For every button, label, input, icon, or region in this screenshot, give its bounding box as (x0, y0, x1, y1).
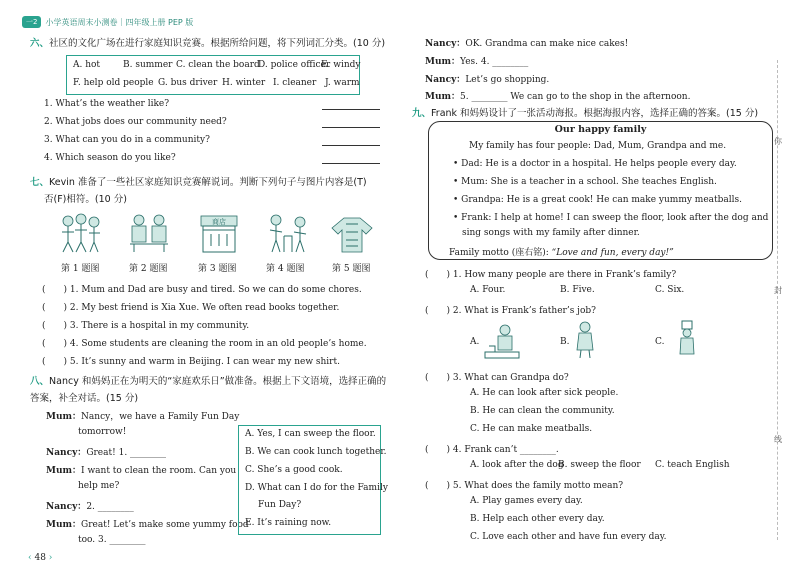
picture-caption-2: 第 2 题图 (129, 264, 168, 274)
picture-caption-4: 第 4 题图 (266, 264, 305, 274)
question-6-2: 2. What jobs does our community need? (44, 117, 227, 127)
word-option: B. summer (123, 60, 173, 70)
mc-option: B. Five. (560, 285, 595, 295)
answer-paren[interactable]: ( ) (425, 373, 451, 383)
word-option: G. bus driver (158, 78, 218, 88)
dialog-line: 2. ________ (86, 502, 134, 512)
speaker: Mum： (46, 520, 82, 530)
binding-line (777, 60, 779, 540)
picture-1-chores (56, 212, 106, 254)
word-option: E. windy (321, 60, 361, 70)
word-option: F. help old people (73, 78, 154, 88)
mc-option: B. (560, 337, 570, 347)
family-poster: Our happy family My family has four people: Dad, Mum, Grandpa and me. • Dad: He is a doctor in a hospital. He helps people every day. • Mum: She is a teacher in a school. She teaches English. • Grandpa: He is a great cook! He can make yummy meatballs. • Frank: I help at home! I can sweep the floor, look after the dog and sing songs with my family after dinner. Family motto (座右铭): “Love and fun, every day!” (428, 121, 773, 260)
answer-paren[interactable]: ( ) (425, 270, 451, 280)
section-9-title: 九、Frank 和妈妈设计了一张活动海报。根据海报内容，选择正确的答案。(15 分) (412, 108, 759, 119)
dialog-line: Great! 1. ________ (86, 448, 167, 458)
mc-option: C. He can make meatballs. (470, 424, 593, 434)
answer-paren[interactable]: ( ) (42, 357, 68, 367)
dialog-option: E. It’s raining now. (245, 518, 332, 528)
dialog-line: too. 3. ________ (78, 535, 146, 545)
picture-5-sweater (330, 214, 374, 254)
tf-item-5: 5. It’s sunny and warm in Beijing. I can wear my new shirt. (69, 357, 340, 367)
mc-option: A. look after the dog (470, 460, 564, 470)
dialog-line: Yes. 4. ________ (460, 57, 529, 67)
answer-paren[interactable]: ( ) (42, 285, 68, 295)
poster-intro: My family has four people: Dad, Mum, Grandpa and me. (469, 141, 727, 151)
picture-caption-5: 第 5 题图 (332, 264, 371, 274)
answer-paren[interactable]: ( ) (425, 306, 451, 316)
answer-blank[interactable] (322, 163, 380, 164)
section-7-title-cont: 否(F)相符。(10 分) (44, 194, 127, 205)
picture-2-reading (126, 212, 172, 254)
section-8-title: 八、Nancy 和妈妈正在为明天的“家庭欢乐日”做准备。根据上下文语境，选择正确的 (30, 376, 387, 387)
poster-title: Our happy family (554, 124, 647, 135)
picture-3-shop (197, 212, 241, 254)
poster-bullet: Grandpa: He is a great cook! He can make yummy meatballs. (461, 195, 743, 205)
mc-option: C. (655, 337, 665, 347)
word-option: A. hot (73, 60, 101, 70)
shop-sign: 商店 (212, 218, 226, 226)
picture-4-old-people-home (264, 212, 314, 254)
dialog-option: Fun Day? (258, 500, 302, 510)
answer-paren[interactable]: ( ) (42, 303, 68, 313)
option-b-teacher-image (570, 320, 600, 360)
mc-option: A. Play games every day. (470, 496, 583, 506)
mc-option: C. Love each other and have fun every day. (470, 532, 667, 542)
question-6-4: 4. Which season do you like? (44, 153, 176, 163)
section-7-title: 七、Kevin 准备了一些社区家庭知识竞赛解说词。判断下列句子与图片内容是(T) (30, 177, 367, 188)
mc-question-3: 3. What can Grandpa do? (452, 373, 569, 383)
mc-question-5: 5. What does the family motto mean? (452, 481, 624, 491)
tf-item-2: 2. My best friend is Xia Xue. We often read books together. (69, 303, 340, 313)
speaker: Mum： (425, 57, 461, 67)
header-tag: 一2 (22, 16, 41, 28)
dialog-option: A. Yes, I can sweep the floor. (245, 429, 376, 439)
mc-question-4: 4. Frank can’t ________. (452, 445, 559, 455)
speaker: Mum： (46, 412, 82, 422)
word-bank-box (66, 55, 360, 95)
gutter-char: 你 (774, 137, 782, 146)
mc-question-2: 2. What is Frank’s father’s job? (452, 306, 596, 316)
tf-item-1: 1. Mum and Dad are busy and tired. So we can do some chores. (69, 285, 362, 295)
section-6-title: 六、社区的文化广场在进行家庭知识竞赛。根据所给问题，将下列词汇分类。(10 分) (30, 38, 386, 49)
dialog-options-box (238, 425, 388, 535)
answer-paren[interactable]: ( ) (42, 321, 68, 331)
speaker: Nancy： (425, 39, 466, 49)
poster-bullet: Frank: I help at home! I can sweep the floor, look after the dog and (461, 213, 769, 223)
answer-paren[interactable]: ( ) (42, 339, 68, 349)
poster-bullet: Dad: He is a doctor in a hospital. He helps people every day. (461, 159, 737, 169)
header-title: 小学英语周末小测卷｜四年级上册 PEP 版 (45, 17, 194, 27)
motto-label: Family motto (座右铭): (449, 248, 552, 258)
mc-option: A. (470, 337, 480, 347)
word-option: C. clean the board (176, 60, 260, 70)
word-option: I. cleaner (273, 78, 317, 88)
picture-caption-1: 第 1 题图 (61, 264, 100, 274)
mc-option: C. Six. (655, 285, 685, 295)
option-a-doctor-image (481, 322, 523, 360)
tf-item-4: 4. Some students are cleaning the room in an old people’s home. (69, 339, 367, 349)
dialog-line: I want to clean the room. Can you (81, 466, 237, 476)
question-6-3: 3. What can you do in a community? (44, 135, 210, 145)
mc-question-1: 1. How many people are there in Frank’s family? (452, 270, 677, 280)
dialog-option: C. She’s a good cook. (245, 465, 343, 475)
word-option: D. police officer (258, 60, 331, 70)
poster-bullet: Mum: She is a teacher in a school. She teaches English. (461, 177, 717, 187)
speaker: Mum： (425, 92, 461, 102)
picture-caption-3: 第 3 题图 (198, 264, 237, 274)
section-8-title-cont: 答案，补全对话。(15 分) (30, 393, 139, 404)
mc-option: B. Help each other every day. (470, 514, 605, 524)
answer-paren[interactable]: ( ) (425, 445, 451, 455)
family-motto: “Love and fun, every day!” (551, 248, 674, 258)
speaker: Nancy： (46, 448, 87, 458)
dialog-line: Nancy，we have a Family Fun Day (81, 412, 240, 422)
dialog-line: OK. Grandma can make nice cakes! (465, 39, 629, 49)
dialog-line: tomorrow! (78, 427, 127, 437)
answer-paren[interactable]: ( ) (425, 481, 451, 491)
page-number: ‹ 48 › (28, 553, 53, 563)
option-c-chef-image (674, 320, 700, 360)
dialog-line: Let’s go shopping. (465, 75, 550, 85)
gutter-char: 封 (774, 286, 782, 295)
answer-blank[interactable] (322, 145, 380, 146)
mc-option: A. He can look after sick people. (470, 388, 619, 398)
dialog-line: Great! Let’s make some yummy food (81, 520, 249, 530)
word-option: J. warm (325, 78, 360, 88)
page-header (22, 16, 193, 28)
poster-bullet: sing songs with my family after dinner. (462, 228, 640, 238)
tf-item-3: 3. There is a hospital in my community. (69, 321, 250, 331)
answer-blank[interactable] (322, 127, 380, 128)
mc-option: A. Four. (470, 285, 506, 295)
speaker: Mum： (46, 466, 82, 476)
answer-blank[interactable] (322, 109, 380, 110)
mc-option: B. He can clean the community. (470, 406, 615, 416)
speaker: Nancy： (46, 502, 87, 512)
mc-option: B. sweep the floor (558, 460, 641, 470)
dialog-option: B. We can cook lunch together. (245, 447, 387, 457)
mc-option: C. teach English (655, 460, 730, 470)
dialog-line: help me? (78, 481, 120, 491)
dialog-option: D. What can I do for the Family (245, 483, 388, 493)
dialog-line: 5. ________ We can go to the shop in the afternoon. (460, 92, 691, 102)
gutter-char: 线 (774, 435, 782, 444)
question-6-1: 1. What’s the weather like? (44, 99, 170, 109)
speaker: Nancy： (425, 75, 466, 85)
word-option: H. winter (222, 78, 266, 88)
